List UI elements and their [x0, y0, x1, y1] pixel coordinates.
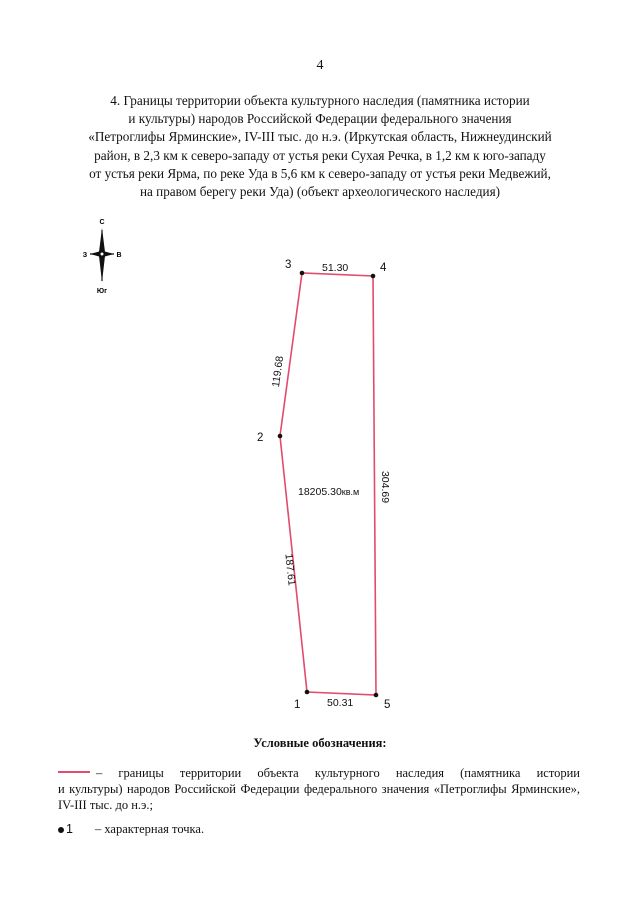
compass-rose-icon — [90, 228, 114, 282]
legend-boundary-text-rest: и культуры) народов Российской Федерации федерального значения «Петроглифы Ярминские», IV-III тыс. до н.э.; — [58, 782, 580, 812]
heading-line: на правом берегу реки Уда) (объект археологического наследия) — [139, 184, 501, 200]
segment-length-4-5: 304.69 — [379, 470, 391, 504]
heading-line: «Петроглифы Ярминские», IV-III тыс. до н.э. (Иркутская область, Нижнеудинский — [88, 129, 552, 145]
legend-point-dot-icon — [58, 827, 64, 833]
segment-length-5-1: 50.31 — [327, 697, 354, 709]
area-unit: кв.м — [341, 487, 360, 497]
area-label — [298, 486, 359, 498]
segment-length-3-4: 51.30 — [322, 262, 349, 274]
point-marker-1 — [305, 690, 310, 695]
legend-point-label: 1 — [66, 822, 73, 836]
territory-boundary — [280, 273, 376, 695]
segment-length-2-3: 119.68 — [269, 355, 287, 388]
point-label-4: 4 — [380, 262, 387, 274]
heading-line: и культуры) народов Российской Федерации федерального значения — [128, 111, 512, 127]
heading-line: 4. Границы территории объекта культурного наследия (памятника истории — [110, 93, 530, 108]
compass-west-label: З — [82, 252, 88, 259]
legend-point-text: – характерная точка. — [94, 822, 205, 836]
point-label-5: 5 — [384, 699, 391, 711]
area-value: 18205.30 — [298, 486, 342, 498]
point-marker-4 — [371, 274, 376, 279]
heading-line: район, в 2,3 км к северо-западу от устья реки Сухая Речка, в 1,2 км к юго-западу — [94, 147, 546, 163]
heading-line: от устья реки Ярма, по реке Уда в 5,6 км к северо-западу от устья реки Медвежий, — [89, 165, 551, 181]
point-label-1: 1 — [294, 699, 301, 711]
point-marker-3 — [300, 271, 305, 276]
point-marker-5 — [374, 693, 379, 698]
compass-east-label: В — [116, 252, 122, 259]
legend-title: Условные обозначения: — [253, 736, 387, 750]
point-label-3: 3 — [285, 259, 292, 271]
page-number: 4 — [316, 58, 324, 73]
compass-south-label: Юг — [96, 288, 108, 295]
point-label-2: 2 — [257, 432, 264, 444]
legend-boundary-text — [58, 765, 580, 813]
compass-north-label: С — [99, 219, 105, 226]
segment-length-1-2: 187.61 — [282, 553, 298, 587]
point-marker-2 — [278, 434, 283, 439]
legend-boundary-text-first: – границы территории объекта культурного наследия (памятника истории — [96, 766, 580, 780]
legend-point-item — [58, 822, 204, 837]
